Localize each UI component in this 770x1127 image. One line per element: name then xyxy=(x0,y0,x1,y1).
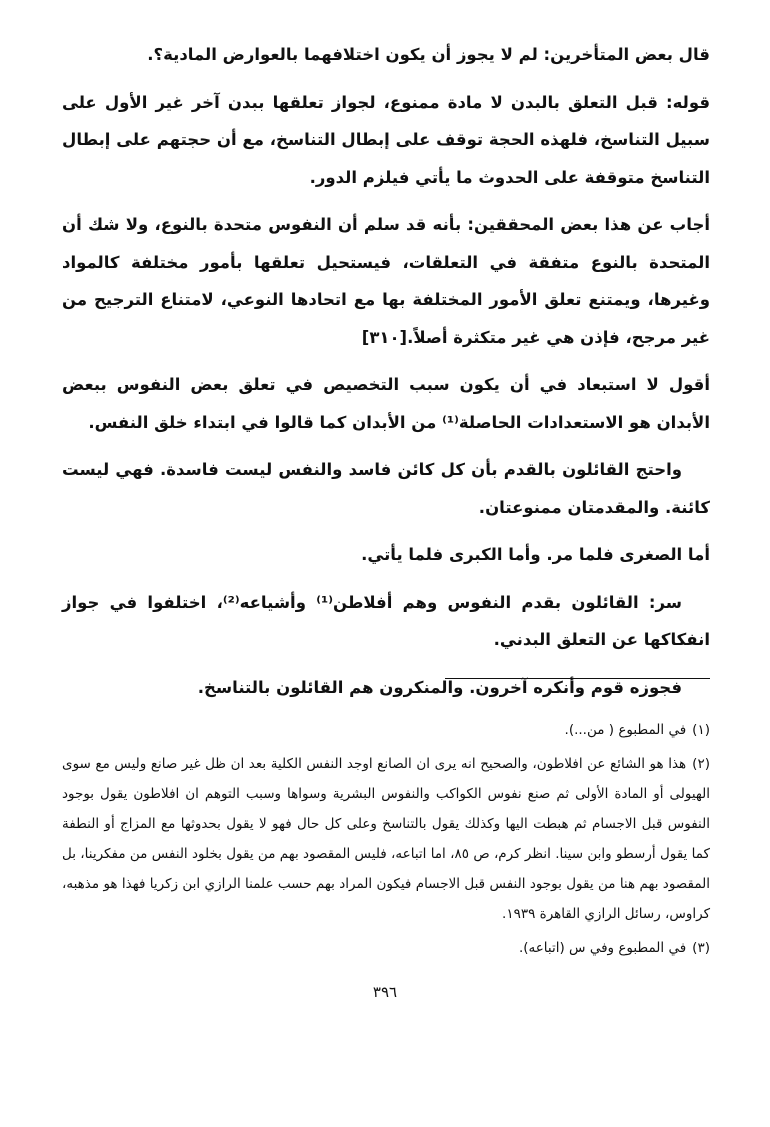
footnote-divider xyxy=(445,678,710,679)
footnote-number: (١) xyxy=(692,722,710,738)
paragraph: فجوزه قوم وأنكره آخرون. والمنكرون هم القائلون بالتناسخ. xyxy=(197,677,682,697)
footnote-number: (٢) xyxy=(692,756,710,772)
footnotes xyxy=(62,715,710,967)
main-text xyxy=(62,36,710,706)
footnote-item xyxy=(62,933,710,963)
footnote-text: في المطبوع ( من...). xyxy=(564,722,687,738)
paragraph: قوله: قبل التعلق بالبدن لا مادة ممنوع، لجواز تعلقها ببدن آخر غير الأول على سبيل التناسخ، فلهذه الحجة توقف على إبطال التناسخ، مع أن حجتهم على إبطال التناسخ متوقفة على الحدوث ما يأتي فيلزم الدور. xyxy=(62,92,710,187)
footnote-text: في المطبوع وفي س (اتباعه). xyxy=(518,940,687,956)
paragraph: سر: القائلون بقدم النفوس وهم أفلاطن⁽¹⁾ وأشياعه⁽²⁾، اختلفوا في جواز انفكاكها عن التعلق البدني. xyxy=(62,592,710,649)
page-number: ٣٩٦ xyxy=(372,983,398,1001)
footnote-item xyxy=(62,715,710,745)
paragraph: أما الصغرى فلما مر. وأما الكبرى فلما يأتي. xyxy=(361,545,710,564)
paragraph: أقول لا استبعاد في أن يكون سبب التخصيص في تعلق بعض النفوس ببعض الأبدان هو الاستعدادات الحاصلة⁽¹⁾ من الأبدان كما قالوا في ابتداء خلق النفس. xyxy=(62,375,710,432)
footnote-number: (٣) xyxy=(692,940,710,956)
footnote-text: هذا هو الشائع عن افلاطون، والصحيح انه يرى ان الصانع اوجد النفس الكلية بعد ان ظل غير صانع وليس مع سوى الهيولى أو المادة الأولى ثم صنع نفوس الكواكب والنفوس البشرية وسواها وسبب التوهم ان افلاطون يقول بوجود النفوس قبل الاجسام ثم هبطت اليها وكذلك يقول بالتناسخ وعلى كل حال فهو لا يقول بحدوثها مع المزاج أو النطفة كما يقول أرسطو وابن سينا. انظر كرم، ص ٨٥، اما اتباعه، فليس المقصود بهم من يقول بخلود النفس من مفكرينا، بل المقصود بهم هنا من يقول بوجود النفس قبل الاجسام فيكون المراد بهم حسب علمنا الرازي ابن زكريا فهذا هو مذهبه، كراوس، رسائل الرازي القاهرة ١٩٣٩. xyxy=(62,756,710,922)
paragraph: قال بعض المتأخرين: لم لا يجوز أن يكون اختلافهما بالعوارض المادية؟. xyxy=(147,45,710,64)
paragraph: واحتج القائلون بالقدم بأن كل كائن فاسد والنفس ليست فاسدة. فهي ليست كائنة. والمقدمتان ممنوعتان. xyxy=(62,460,710,517)
paragraph: أجاب عن هذا بعض المحققين: بأنه قد سلم أن النفوس متحدة بالنوع، ولا شك أن المتحدة بالنوع متفقة في التعلقات، فيستحيل تعلقها بأمور مختلفة كالمواد وغيرها، ويمتنع تعلق الأمور المختلفة بها مع اتحادها النوعي، لامتناع الترجيح من غير مرجح، فإذن هي غير متكثرة أصلاً.[٣١٠] xyxy=(62,215,710,347)
footnote-item xyxy=(62,749,710,929)
page-body xyxy=(62,36,710,716)
